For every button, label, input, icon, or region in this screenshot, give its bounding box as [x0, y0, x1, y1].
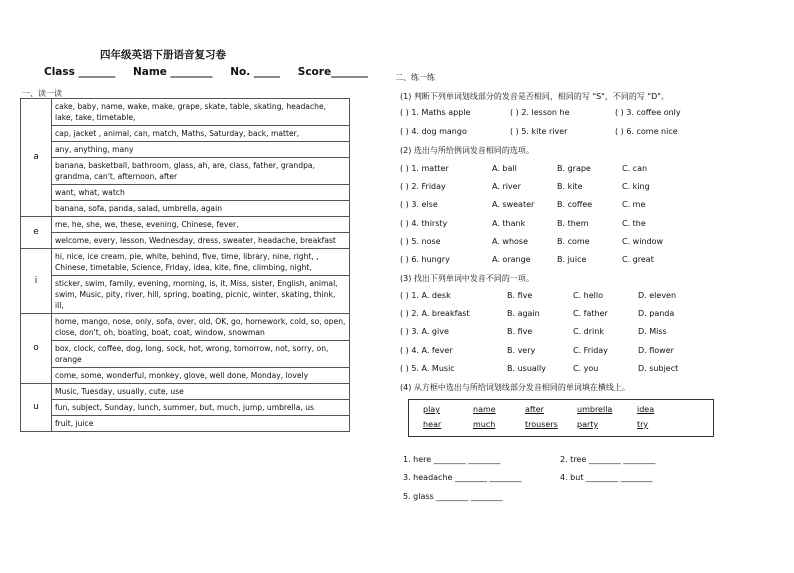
- phonics-words: fruit, juice: [52, 416, 350, 432]
- part4-answer-line[interactable]: 1. here ________ ________: [403, 455, 501, 464]
- phonics-words: home, mango, nose, only, sofa, over, old, OK, go, homework, cold, so, open, close, don't, oh, boating, boat, coat, window, snowman: [52, 314, 350, 341]
- phonics-row: [21, 341, 350, 368]
- phonics-words: banana, basketball, bathroom, glass, ah, are, class, father, grandpa, grandma, can't, afternoon, after: [52, 158, 350, 185]
- box-word: hear: [423, 420, 442, 429]
- part2-option: C. great: [622, 255, 654, 264]
- part2-option: C. the: [622, 218, 646, 228]
- phonics-words: welcome, every, lesson, Wednesday, dress, sweater, headache, breakfast: [52, 233, 350, 249]
- phonics-words: Music, Tuesday, usually, cute, use: [52, 384, 350, 400]
- part2-question: ( ) 4. thirsty: [400, 218, 448, 228]
- part2-option: B. them: [557, 218, 589, 228]
- part3-option: C. you: [573, 363, 599, 373]
- part2-question: ( ) 2. Friday: [400, 182, 446, 192]
- part2-option: C. window: [622, 236, 664, 246]
- part4-answer-line[interactable]: 4. but ________ ________: [560, 473, 653, 482]
- part1-item: ( ) 3. coffee only: [615, 108, 681, 117]
- phonics-row: [21, 384, 350, 400]
- phonics-row: [21, 368, 350, 384]
- phonics-words: cap, jacket , animal, can, match, Maths, Saturday, back, matter,: [52, 126, 350, 142]
- part2-option: C. king: [622, 182, 650, 192]
- part2-option: B. grape: [557, 164, 591, 173]
- part3-option: C. hello: [573, 291, 604, 300]
- phonics-words: hi, nice, ice cream, pie, white, behind, five, time, library, nine, right, , Chinese, timetable, Science, Friday, idea, kite, fine, climbing, night,: [52, 249, 350, 276]
- part3-question: ( ) 4. A. fever: [400, 345, 453, 355]
- section-read-title: 一、读一读: [22, 89, 62, 98]
- phonics-table: [20, 98, 350, 432]
- part1-item: ( ) 2. lesson he: [510, 108, 570, 117]
- part2-option: C. can: [622, 164, 648, 173]
- part2-option: B. coffee: [557, 200, 593, 210]
- phonics-words: fun, subject, Sunday, lunch, summer, but, much, jump, umbrella, us: [52, 400, 350, 416]
- part2-question: ( ) 6. hungry: [400, 255, 450, 264]
- part3-option: B. very: [507, 345, 536, 355]
- part3-option: B. again: [507, 309, 540, 319]
- part2-option: B. kite: [557, 182, 583, 192]
- phonics-words: box, clock, coffee, dog, long, sock, hot, wrong, tomorrow, not, sorry, on, orange: [52, 341, 350, 368]
- phonics-row: [21, 142, 350, 158]
- word-box: [408, 399, 714, 437]
- part2-question: ( ) 3. else: [400, 200, 438, 210]
- part2-option: A. orange: [492, 255, 531, 264]
- phonics-letter: u: [21, 384, 52, 432]
- part3-heading: (3) 找出下列单词中发音不同的一项。: [400, 274, 534, 283]
- phonics-words: cake, baby, name, wake, make, grape, skate, table, skating, headache, lake, take, timetable,: [52, 99, 350, 126]
- phonics-row: [21, 217, 350, 233]
- phonics-words: banana, sofa, panda, salad, umbrella, again: [52, 201, 350, 217]
- part2-option: A. whose: [492, 236, 529, 246]
- part3-option: B. usually: [507, 363, 546, 373]
- phonics-words: want, what, watch: [52, 185, 350, 201]
- box-word: idea: [637, 405, 655, 414]
- part3-question: ( ) 2. A. breakfast: [400, 309, 470, 319]
- box-word: party: [577, 420, 599, 429]
- part2-option: A. thank: [492, 218, 526, 228]
- part4-answer-line[interactable]: 5. glass ________ ________: [403, 492, 503, 501]
- worksheet-title: 四年级英语下册语音复习卷: [100, 49, 226, 61]
- part2-option: A. river: [492, 182, 521, 192]
- part3-option: D. eleven: [638, 291, 677, 300]
- practice-section: [395, 0, 785, 573]
- part2-option: C. me: [622, 200, 646, 210]
- phonics-words: me, he, she, we, these, evening, Chinese, fever,: [52, 217, 350, 233]
- phonics-letter: e: [21, 217, 52, 249]
- section-practice-title: 二、练一练: [395, 73, 435, 82]
- box-word: much: [473, 420, 496, 429]
- part3-option: C. Friday: [573, 345, 608, 355]
- part2-question: ( ) 1. matter: [400, 164, 449, 173]
- phonics-row: [21, 201, 350, 217]
- phonics-letter: i: [21, 249, 52, 314]
- student-info-line: [44, 66, 382, 78]
- part1-item: ( ) 4. dog mango: [400, 127, 467, 136]
- box-word: play: [423, 405, 440, 414]
- phonics-row: [21, 400, 350, 416]
- phonics-row: [21, 249, 350, 276]
- phonics-letter: a: [21, 99, 52, 217]
- part4-heading: (4) 从方框中选出与所给词划线部分发音相同的单词填在横线上。: [400, 383, 630, 392]
- part3-option: B. five: [507, 327, 533, 337]
- phonics-letter: o: [21, 314, 52, 384]
- part2-option: A. ball: [492, 164, 517, 173]
- part1-item: ( ) 6. come nice: [615, 127, 678, 136]
- class-field[interactable]: Class _______: [44, 66, 116, 78]
- part4-answer-line[interactable]: 3. headache ________ ________: [403, 473, 522, 482]
- number-field[interactable]: No. _____: [230, 66, 281, 78]
- phonics-row: [21, 126, 350, 142]
- score-field[interactable]: Score_______: [297, 66, 368, 78]
- part3-option: D. Miss: [638, 327, 667, 337]
- part3-option: C. drink: [573, 327, 604, 337]
- box-word: trousers: [525, 420, 558, 429]
- phonics-row: [21, 416, 350, 432]
- part2-heading: (2) 选出与所给例词发音相同的选项。: [400, 146, 534, 155]
- part3-option: D. flower: [638, 345, 674, 355]
- part2-question: ( ) 5. nose: [400, 236, 441, 246]
- box-word: umbrella: [577, 405, 613, 414]
- part3-question: ( ) 1. A. desk: [400, 291, 451, 300]
- part1-heading: (1) 判断下列单词划线部分的发音是否相同，相同的写 "S"，不同的写 "D"。: [400, 92, 669, 101]
- part4-answer-line[interactable]: 2. tree ________ ________: [560, 455, 656, 464]
- phonics-row: [21, 99, 350, 126]
- part2-option: B. juice: [557, 255, 587, 264]
- part3-question: ( ) 3. A. give: [400, 327, 449, 337]
- part3-option: D. subject: [638, 363, 679, 373]
- phonics-row: [21, 233, 350, 249]
- box-word: try: [637, 420, 649, 429]
- part2-option: A. sweater: [492, 200, 535, 210]
- phonics-words: come, some, wonderful, monkey, glove, well done, Monday, lovely: [52, 368, 350, 384]
- name-field[interactable]: Name ________: [132, 66, 213, 78]
- phonics-row: [21, 185, 350, 201]
- part1-item: ( ) 5. kite river: [510, 127, 568, 136]
- phonics-row: [21, 276, 350, 314]
- part1-item: ( ) 1. Maths apple: [400, 108, 471, 117]
- part3-option: C. father: [573, 309, 608, 319]
- part3-option: D. panda: [638, 309, 675, 319]
- phonics-words: sticker, swim, family, evening, morning, is, it, Miss, sister, English, animal, swim, Music, pity, river, hill, spring, boating, picnic, winter, skating, think, ill,: [52, 276, 350, 314]
- phonics-row: [21, 314, 350, 341]
- box-word: after: [525, 405, 544, 414]
- part3-question: ( ) 5. A. Music: [400, 363, 455, 373]
- box-word: name: [473, 405, 496, 414]
- part2-option: B. come: [557, 236, 590, 246]
- phonics-row: [21, 158, 350, 185]
- phonics-words: any, anything, many: [52, 142, 350, 158]
- part3-option: B. five: [507, 291, 533, 300]
